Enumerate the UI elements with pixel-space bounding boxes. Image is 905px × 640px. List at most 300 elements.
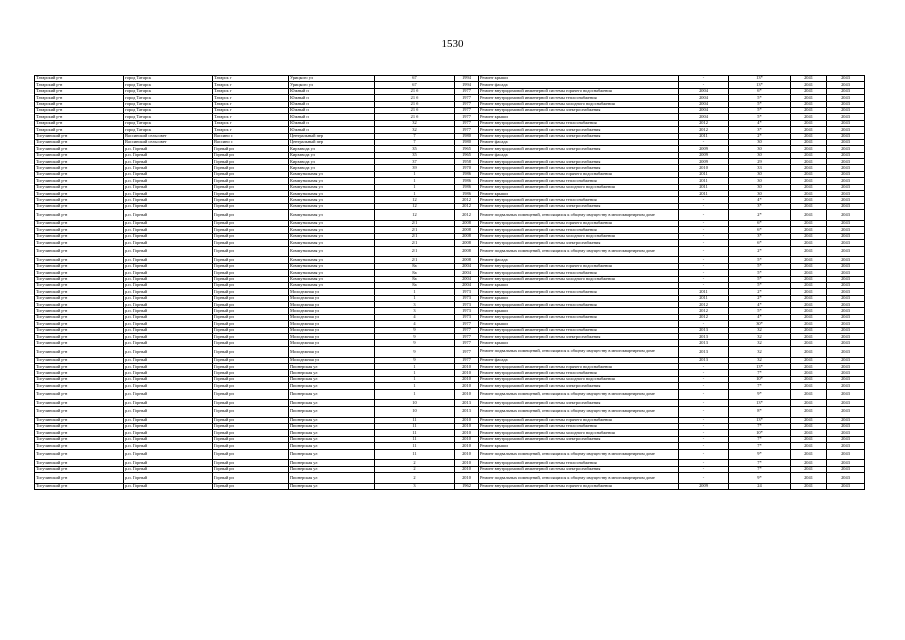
table-cell: Коммунальная ул [289, 227, 375, 233]
table-cell: Ремонт внутридомовой инженерной системы электроснабжения [479, 146, 679, 152]
table-cell: 2043 [827, 466, 865, 472]
table-cell: - [679, 263, 729, 269]
table-row [35, 449, 865, 460]
table-cell: Горный рп [213, 400, 289, 406]
table-cell: - [679, 370, 729, 376]
table-cell: р.п. Горный [124, 146, 213, 152]
table-cell: 1973 [455, 308, 479, 314]
table-cell: Тогучинский р-н [35, 383, 124, 389]
table-cell: 10* [729, 376, 791, 382]
table-cell: 2041 [791, 282, 827, 288]
table-cell: 3* [729, 233, 791, 239]
table-cell: 5* [729, 308, 791, 314]
table-cell: 2043 [827, 321, 865, 327]
table-cell: 2041 [791, 308, 827, 314]
table-cell: р.п. Горный [124, 430, 213, 436]
table-cell: Горный рп [213, 263, 289, 269]
table-cell: 1977 [455, 334, 479, 340]
table-cell: 2/1 [375, 233, 455, 239]
table-cell: 1973 [455, 289, 479, 295]
table-cell: 2041 [791, 203, 827, 209]
table-cell: 2010 [679, 165, 729, 171]
table-cell: 2041 [791, 263, 827, 269]
table-cell: Горный рп [213, 436, 289, 442]
table-cell: 2041 [791, 483, 827, 489]
table-cell: 1 [375, 389, 455, 400]
table-cell: Молодежная ул [289, 334, 375, 340]
table-cell: р.п. Горный [124, 197, 213, 203]
table-cell: 2041 [791, 257, 827, 263]
table-cell: Пионерская ул [289, 423, 375, 429]
table-cell: 11 [375, 430, 455, 436]
table-cell: Коммунальная ул [289, 240, 375, 246]
table-cell: 12 [375, 210, 455, 221]
table-cell: Коммунальная ул [289, 246, 375, 257]
table-cell: 21 б [375, 114, 455, 120]
table-cell: 2043 [827, 82, 865, 88]
table-cell: 1977 [455, 114, 479, 120]
table-cell: 2012 [455, 203, 479, 209]
table-cell: Ремонт внутридомовой инженерной системы электроснабжения [479, 436, 679, 442]
table-cell: Коммунальная ул [289, 270, 375, 276]
table-cell: Ремонт подвальных помещений, относящихся к общему имуществу в многоквартирном доме [479, 406, 679, 417]
table-cell: Молодежная ул [289, 308, 375, 314]
table-cell: 2004 [455, 270, 479, 276]
table-cell: р.п. Горный [124, 302, 213, 308]
table-cell: р.п. Горный [124, 327, 213, 333]
table-cell: 2043 [827, 227, 865, 233]
table-cell: 2011 [679, 184, 729, 190]
table-cell: 1977 [455, 127, 479, 133]
table-cell: Татарский р-н [35, 101, 124, 107]
table-cell: 2013 [679, 346, 729, 357]
table-cell: Ремонт подвальных помещений, относящихся к общему имуществу в многоквартирном доме [479, 389, 679, 400]
table-cell: Ремонт внутридомовой инженерной системы горячего водоснабжения [479, 171, 679, 177]
table-cell: Ремонт внутридомовой инженерной системы холодного водоснабжения [479, 184, 679, 190]
table-cell: Тогучинский р-н [35, 184, 124, 190]
table-cell: Ремонт фасада [479, 139, 679, 145]
table-cell: Горный рп [213, 383, 289, 389]
table-cell: - [679, 430, 729, 436]
table-cell: 5* [729, 95, 791, 101]
table-cell: Ремонт крыши [479, 191, 679, 197]
table-cell: Татарский р-н [35, 107, 124, 113]
table-cell: Горный рп [213, 314, 289, 320]
table-cell: Тогучинский р-н [35, 389, 124, 400]
table-cell: Ремонт внутридомовой инженерной системы холодного водоснабжения [479, 276, 679, 282]
table-cell: Горный рп [213, 276, 289, 282]
table-cell: Тогучинский р-н [35, 152, 124, 158]
table-cell: 2041 [791, 383, 827, 389]
table-cell: Ремонт фасада [479, 152, 679, 158]
table-cell: Тогучинский р-н [35, 282, 124, 288]
table-cell: Горный рп [213, 159, 289, 165]
table-cell: 2041 [791, 406, 827, 417]
table-cell: 1 [375, 171, 455, 177]
table-cell: 3 [375, 308, 455, 314]
table-cell: Тогучинский р-н [35, 483, 124, 489]
table-cell: Горный рп [213, 146, 289, 152]
table-cell: Ремонт внутридомовой инженерной системы электроснабжения [479, 400, 679, 406]
table-cell: Горный рп [213, 417, 289, 423]
table-cell: р.п. Горный [124, 436, 213, 442]
table-cell: 2043 [827, 449, 865, 460]
table-cell: Коммунальная ул [289, 191, 375, 197]
table-cell: 2043 [827, 370, 865, 376]
table-cell: Молодежная ул [289, 289, 375, 295]
table-cell: - [679, 257, 729, 263]
table-cell: р.п. Горный [124, 178, 213, 184]
table-cell: 2043 [827, 95, 865, 101]
table-cell: Ремонт внутридомовой инженерной системы теплоснабжения [479, 120, 679, 126]
table-cell: 13* [729, 364, 791, 370]
table-cell: 2043 [827, 152, 865, 158]
table-cell: Коммунальная ул [289, 282, 375, 288]
table-cell: 2/1 [375, 227, 455, 233]
table-cell: 2041 [791, 233, 827, 239]
table-cell: 2041 [791, 76, 827, 82]
table-cell: р.п. Горный [124, 221, 213, 227]
table-cell: 2041 [791, 114, 827, 120]
table-cell: 1977 [455, 357, 479, 363]
table-cell: - [679, 400, 729, 406]
table-cell: Тогучинский р-н [35, 139, 124, 145]
table-cell: Ремонт крыши [479, 114, 679, 120]
table-cell: 6* [729, 240, 791, 246]
table-cell: 2010 [455, 370, 479, 376]
table-cell: 2013 [679, 327, 729, 333]
table-cell: р.п. Горный [124, 171, 213, 177]
table-cell: 2041 [791, 178, 827, 184]
table-row [35, 483, 865, 489]
table-cell: 2043 [827, 430, 865, 436]
table-cell: Тогучинский р-н [35, 449, 124, 460]
table-cell: 5* [729, 114, 791, 120]
table-cell: 2041 [791, 364, 827, 370]
table-cell: 2041 [791, 221, 827, 227]
table-cell: 5* [729, 257, 791, 263]
table-cell: 5* [729, 276, 791, 282]
table-cell: 30* [729, 321, 791, 327]
table-cell: 2011 [679, 191, 729, 197]
table-cell: Молодежная ул [289, 295, 375, 301]
table-cell: 32 [729, 340, 791, 346]
table-cell: Центральный пер [289, 133, 375, 139]
table-cell: Горный рп [213, 340, 289, 346]
table-cell: Тогучинский р-н [35, 210, 124, 221]
table-cell: 2010 [455, 389, 479, 400]
table-cell: 3 [375, 483, 455, 489]
table-cell: 2041 [791, 246, 827, 257]
table-cell: 1973 [455, 302, 479, 308]
table-cell: 2008 [455, 227, 479, 233]
table-cell: 2010 [455, 436, 479, 442]
table-cell: Тогучинский р-н [35, 146, 124, 152]
table-cell: 4* [729, 302, 791, 308]
table-cell: 2004 [679, 101, 729, 107]
table-cell: Коммунальная ул [289, 171, 375, 177]
table-cell: 2041 [791, 276, 827, 282]
table-cell: 2043 [827, 295, 865, 301]
table-cell: 2 [375, 473, 455, 484]
table-cell: 5* [729, 107, 791, 113]
table-cell: Южный п [289, 88, 375, 94]
table-cell: Татарский р-н [35, 114, 124, 120]
table-cell: 2041 [791, 340, 827, 346]
table-cell: Горный рп [213, 210, 289, 221]
table-cell: 2043 [827, 146, 865, 152]
table-cell: 2043 [827, 203, 865, 209]
table-cell: 6* [729, 227, 791, 233]
table-cell: Тогучинский р-н [35, 263, 124, 269]
table-cell: 2041 [791, 389, 827, 400]
table-cell: 2004 [679, 114, 729, 120]
table-cell: 2041 [791, 321, 827, 327]
table-cell: Коммунальная ул [289, 197, 375, 203]
table-row [35, 246, 865, 257]
table-cell: 1977 [455, 346, 479, 357]
table-cell: 2043 [827, 101, 865, 107]
table-cell: 2043 [827, 107, 865, 113]
table-cell: 2043 [827, 282, 865, 288]
table-cell: р.п. Горный [124, 483, 213, 489]
table-cell: Ремонт внутридомовой инженерной системы электроснабжения [479, 127, 679, 133]
table-cell: 1 [375, 184, 455, 190]
table-cell: 13* [729, 400, 791, 406]
table-cell: Горный рп [213, 406, 289, 417]
table-cell: 1977 [455, 95, 479, 101]
table-cell: Ремонт внутридомовой инженерной системы теплоснабжения [479, 197, 679, 203]
table-cell: 2010 [455, 383, 479, 389]
table-cell: 35 [375, 146, 455, 152]
table-cell: Ремонт внутридомовой инженерной системы теплоснабжения [479, 302, 679, 308]
table-cell: 2043 [827, 178, 865, 184]
table-cell: Ремонт внутридомовой инженерной системы горячего водоснабжения [479, 417, 679, 423]
table-cell: 2043 [827, 473, 865, 484]
table-cell: Пионерская ул [289, 364, 375, 370]
table-cell: 2008 [455, 221, 479, 227]
table-cell: 2041 [791, 430, 827, 436]
table-cell: 2004 [679, 88, 729, 94]
table-cell: 1 [375, 383, 455, 389]
table-cell: Тогучинский р-н [35, 334, 124, 340]
table-cell: Татарский р-н [35, 127, 124, 133]
table-cell: Тогучинский р-н [35, 191, 124, 197]
table-cell: 9* [729, 389, 791, 400]
table-cell: Ремонт внутридомовой инженерной системы холодного водоснабжения [479, 101, 679, 107]
table-cell: 1980 [455, 133, 479, 139]
table-cell: р.п. Горный [124, 443, 213, 449]
table-cell: 11 [375, 436, 455, 442]
table-cell: 67 [375, 76, 455, 82]
table-cell: 2043 [827, 376, 865, 382]
table-cell: 24 [729, 483, 791, 489]
table-cell: 2010 [455, 423, 479, 429]
table-cell: Ремонт внутридомовой инженерной системы теплоснабжения [479, 327, 679, 333]
table-cell: город Татарск [124, 76, 213, 82]
table-cell: Пионерская ул [289, 376, 375, 382]
table-cell: 2043 [827, 139, 865, 145]
table-cell: 9 [375, 357, 455, 363]
table-cell: Молодежная ул [289, 346, 375, 357]
table-cell: 2041 [791, 240, 827, 246]
table-cell: 2041 [791, 357, 827, 363]
table-cell: Кирзавода ул [289, 152, 375, 158]
table-cell: р.п. Горный [124, 364, 213, 370]
table-cell: 2041 [791, 436, 827, 442]
table-cell: 1986 [455, 184, 479, 190]
table-cell: Горный рп [213, 321, 289, 327]
table-cell: 2041 [791, 449, 827, 460]
table-cell: - [679, 233, 729, 239]
table-cell: - [679, 406, 729, 417]
table-cell: 2* [729, 246, 791, 257]
table-cell: 2011 [679, 178, 729, 184]
table-cell: 2043 [827, 263, 865, 269]
table-cell: 9* [729, 449, 791, 460]
table-cell: 1973 [455, 314, 479, 320]
table-cell: р.п. Горный [124, 466, 213, 472]
table-cell: 7* [729, 460, 791, 466]
table-cell: 1962 [455, 483, 479, 489]
table-cell: Тогучинский р-н [35, 400, 124, 406]
table-cell: 2012 [679, 127, 729, 133]
table-cell: 10 [375, 400, 455, 406]
table-cell: 2043 [827, 210, 865, 221]
table-cell: 4* [729, 197, 791, 203]
table-cell: 1977 [455, 340, 479, 346]
table-cell: - [679, 240, 729, 246]
table-cell: 2043 [827, 120, 865, 126]
table-cell: 2013 [679, 340, 729, 346]
table-cell: 2/1 [375, 240, 455, 246]
table-cell: Ремонт внутридомовой инженерной системы теплоснабжения [479, 423, 679, 429]
table-row [35, 406, 865, 417]
table-cell: 2043 [827, 460, 865, 466]
table-cell: Горный рп [213, 466, 289, 472]
table-cell: 2004 [679, 95, 729, 101]
table-cell: 10* [729, 430, 791, 436]
table-cell: 2043 [827, 357, 865, 363]
table-cell: 1977 [455, 88, 479, 94]
table-cell: Пионерская ул [289, 406, 375, 417]
table-cell: 29 [729, 159, 791, 165]
table-cell: Молодежная ул [289, 327, 375, 333]
table-cell: 10 [375, 406, 455, 417]
table-cell: 30 [729, 171, 791, 177]
table-cell: Ремонт внутридомовой инженерной системы теплоснабжения [479, 314, 679, 320]
table-cell: Кирзавода ул [289, 159, 375, 165]
table-cell: 2008 [455, 233, 479, 239]
table-cell: 2041 [791, 370, 827, 376]
table-cell: 2041 [791, 152, 827, 158]
table-cell: Ремонт крыши [479, 321, 679, 327]
table-cell: 12 [375, 203, 455, 209]
table-cell: 8а [375, 282, 455, 288]
table-cell: р.п. Горный [124, 282, 213, 288]
table-cell: Пионерская ул [289, 466, 375, 472]
table-cell: Вассино с [213, 133, 289, 139]
table-cell: город Татарск [124, 107, 213, 113]
table-cell: Тогучинский р-н [35, 133, 124, 139]
table-cell: Татарск г [213, 101, 289, 107]
table-cell: 2041 [791, 460, 827, 466]
table-cell: 2041 [791, 327, 827, 333]
table-cell: р.п. Горный [124, 308, 213, 314]
table-cell: Урицкого ул [289, 76, 375, 82]
table-cell: 2043 [827, 443, 865, 449]
table-cell: 9 [375, 327, 455, 333]
table-cell: 2041 [791, 171, 827, 177]
table-cell: Ремонт фасада [479, 257, 679, 263]
table-cell: - [679, 466, 729, 472]
table-cell: р.п. Горный [124, 314, 213, 320]
table-cell: Горный рп [213, 357, 289, 363]
table-cell: 1 [375, 370, 455, 376]
table-cell: - [679, 449, 729, 460]
table-cell: Горный рп [213, 152, 289, 158]
table-cell: 1973 [455, 295, 479, 301]
table-cell: Ремонт внутридомовой инженерной системы электроснабжения [479, 107, 679, 113]
table-cell: Ремонт подвальных помещений, относящихся к общему имуществу в многоквартирном доме [479, 473, 679, 484]
table-cell: - [679, 376, 729, 382]
table-cell: - [679, 210, 729, 221]
table-cell: р.п. Горный [124, 276, 213, 282]
table-cell: Тогучинский р-н [35, 171, 124, 177]
table-cell: Пионерская ул [289, 460, 375, 466]
table-cell: 9* [729, 473, 791, 484]
table-cell: 33 [729, 165, 791, 171]
table-cell: р.п. Горный [124, 270, 213, 276]
table-cell: - [679, 417, 729, 423]
page-number: 1530 [441, 38, 464, 50]
table-cell: 2010 [455, 417, 479, 423]
table-cell: Молодежная ул [289, 314, 375, 320]
table-cell: Коммунальная ул [289, 263, 375, 269]
table-cell: Коммунальная ул [289, 210, 375, 221]
table-cell: 2010 [455, 473, 479, 484]
table-cell: р.п. Горный [124, 263, 213, 269]
table-cell: 1965 [455, 146, 479, 152]
table-cell: Горный рп [213, 221, 289, 227]
table-cell: 2041 [791, 191, 827, 197]
table-cell: 2041 [791, 376, 827, 382]
table-cell: Тогучинский р-н [35, 370, 124, 376]
table-cell: Ремонт внутридомовой инженерной системы горячего водоснабжения [479, 88, 679, 94]
table-cell: р.п. Горный [124, 203, 213, 209]
table-body [35, 76, 865, 490]
table-cell: Вассинский сельсовет [124, 133, 213, 139]
table-cell: Тогучинский р-н [35, 197, 124, 203]
table-cell: Ремонт внутридомовой инженерной системы горячего водоснабжения [479, 483, 679, 489]
table-cell: Горный рп [213, 449, 289, 460]
table-cell: Татарский р-н [35, 88, 124, 94]
table-cell: 3 [375, 302, 455, 308]
table-cell: Тогучинский р-н [35, 460, 124, 466]
table-cell: р.п. Горный [124, 184, 213, 190]
table-cell: 2043 [827, 334, 865, 340]
table-cell: Пионерская ул [289, 417, 375, 423]
table-cell: Южный п [289, 127, 375, 133]
table-cell: Ремонт внутридомовой инженерной системы горячего водоснабжения [479, 263, 679, 269]
table-cell: Тогучинский р-н [35, 246, 124, 257]
table-cell: Ремонт внутридомовой инженерной системы электроснабжения [479, 133, 679, 139]
table-cell: Тогучинский р-н [35, 436, 124, 442]
table-cell: Коммунальная ул [289, 203, 375, 209]
table-cell: р.п. Горный [124, 383, 213, 389]
table-cell: - [679, 197, 729, 203]
table-cell: 2012 [679, 302, 729, 308]
